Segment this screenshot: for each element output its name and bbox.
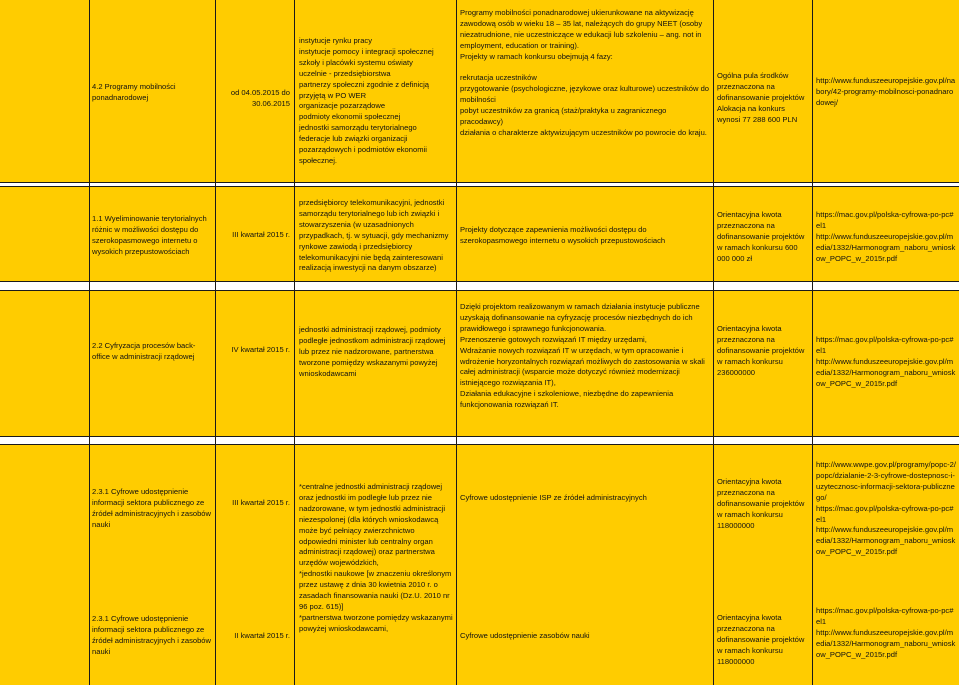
info-link[interactable]: http://www.wwpe.gov.pl/programy/popc-2/popc/dzialanie-2-3-cyfrowe-dostepnosc-i-uzytecznosc-informacji-sektora-publicznego/ https://mac.gov.pl/polska-cyfrowa-po-pc#el1 http://www.funduszeeuropejskie.gov.pl/media/1332/Harmonogram_naboru_wnioskow_POPC_w_2015r.pdf xyxy=(816,460,956,557)
eligible-applicants: *centralne jednostki administracji rządowej oraz jednostki im podległe lub przez nie nadzorowane, w tym jednostki administracji niezespolonej (dla których wnioskodawcą może być pełniący zwierzchnictwo odpowiedni minister lub centralny organ administracji rządowej) oraz partnerstwa urzędów wojewódzkich, *jednostki naukowe [w znaczeniu określonym przez ustawę z dnia 30 kwietnia 2010 r. o zasadach finansowania nauki (Dz.U. 2010 nr 96 poz. 615)] *partnerstwa tworzone pomiędzy wskazanymi powyżej wnioskodawcami, xyxy=(299,482,453,633)
funding-amount: Orientacyjna kwota przeznaczona na dofinansowanie projektów w ramach konkursu 118000000 xyxy=(717,477,805,530)
col-divider xyxy=(812,0,813,685)
row-divider xyxy=(0,186,959,187)
info-link[interactable]: https://mac.gov.pl/polska-cyfrowa-po-pc#el1 http://www.funduszeeuropejskie.gov.pl/media/1332/Harmonogram_naboru_wnioskow_POPC_w_2015r.pdf xyxy=(816,210,956,263)
row-divider xyxy=(0,290,959,291)
project-description: Cyfrowe udostępnienie ISP ze źródeł administracyjnych xyxy=(460,493,647,502)
funding-amount: Orientacyjna kwota przeznaczona na dofinansowanie projektów w ramach konkursu 600 000 000 zł xyxy=(717,210,805,263)
call-dates: od 04.05.2015 do 30.06.2015 xyxy=(230,88,290,108)
call-dates: IV kwartał 2015 r. xyxy=(231,345,290,354)
row-divider xyxy=(0,281,959,282)
info-link[interactable]: http://www.funduszeeuropejskie.gov.pl/nabory/42-programy-mobilnosci-ponadnarodowej/ xyxy=(816,76,956,107)
eligible-applicants: przedsiębiorcy telekomunikacyjni, jednostki samorządu terytorialnego lub ich związki i stowarzyszenia (w uzasadnionych przypadkach, tj. w sytuacji, gdy mechanizmy rynkowe zawiodą i przedsiębiorcy telekomunikacyjni nie będą zainteresowani realizacją inwestycji na danym obszarze) xyxy=(299,198,449,273)
col-divider xyxy=(215,0,216,685)
call-dates: III kwartał 2015 r. xyxy=(232,498,290,507)
col-divider xyxy=(456,0,457,685)
project-description: Programy mobilności ponadnarodowej ukierunkowane na aktywizację zawodową osób w wieku 18 – 35 lat, należących do grupy NEET (osoby niezatrudnione, nie uczestniczące w edukacji lub szkoleniu – ang. not in employment, education or training). Projekty w ramach konkursu obejmują 4 fazy: rekrutacja uczestników przygotowanie (psychologiczne, językowe oraz kulturowe) uczestników do mobilności pobyt uczestników za granicą (staż/praktyka u zagranicznego pracodawcy) działania o charakterze aktywizującym uczestników po powrocie do kraju. xyxy=(460,8,710,137)
eligible-applicants: jednostki administracji rządowej, podmioty podległe jednostkom administracji rządowej lub przez nie nadzorowane, partnerstwa tworzone pomiędzy wskazanymi powyżej wnioskodawcami xyxy=(299,325,446,378)
col-divider xyxy=(294,0,295,685)
program-name: 1.1 Wyeliminowanie terytorialnych różnic w możliwości dostępu do szerokopasmowego internetu o wysokich przepustowościach xyxy=(92,214,207,256)
eligible-applicants: instytucje rynku pracy instytucje pomocy i integracji społecznej szkoły i placówki systemu oświaty uczelnie - przedsiębiorstwa partnerzy społeczni zgodnie z definicją przyjętą w PO WER organizacje pozarządowe podmioty ekonomii społecznej jednostki samorządu terytorialnego federacje lub związki organizacji pozarządowych i podmiotów ekonomii społecznej. xyxy=(299,36,434,165)
program-name: 2.2 Cyfryzacja procesów back-office w administracji rządowej xyxy=(92,341,196,361)
call-dates: II kwartał 2015 r. xyxy=(234,631,290,640)
funding-amount: Orientacyjna kwota przeznaczona na dofinansowanie projektów w ramach konkursu 236000000 xyxy=(717,324,805,377)
call-dates: III kwartał 2015 r. xyxy=(232,230,290,239)
row-divider xyxy=(0,182,959,183)
program-name: 4.2 Programy mobilności ponadnarodowej xyxy=(92,82,176,102)
row-divider xyxy=(0,436,959,437)
col-divider xyxy=(89,0,90,685)
project-description: Dzięki projektom realizowanym w ramach działania instytucje publiczne uzyskają dofinansowanie na cyfryzację procesów niezbędnych do ich prawidłowego i sprawnego funkcjonowania. Przenoszenie gotowych rozwiązań IT między urzędami, Wdrażanie nowych rozwiązań IT w urzędach, w tym opracowanie i wdrożenie horyzontalnych rozwiązań możliwych do zastosowania w skali całej administracji (wsparcie może dotyczyć również modernizacji istniejącego rozwiązania IT), Działania edukacyjne i szkoleniowe, niezbędne do zapewnienia funkcjonowania rozwiązań IT. xyxy=(460,302,705,410)
row-divider xyxy=(0,444,959,445)
program-name: 2.3.1 Cyfrowe udostępnienie informacji sektora publicznego ze źródeł administracyjnych i zasobów nauki xyxy=(92,614,212,656)
program-name: 2.3.1 Cyfrowe udostępnienie informacji sektora publicznego ze źródeł administracyjnych i zasobów nauki xyxy=(92,487,212,529)
info-link[interactable]: https://mac.gov.pl/polska-cyfrowa-po-pc#el1 http://www.funduszeeuropejskie.gov.pl/media/1332/Harmonogram_naboru_wnioskow_POPC_w_2015r.pdf xyxy=(816,335,956,388)
project-description: Cyfrowe udostępnienie zasobów nauki xyxy=(460,631,590,640)
col-divider xyxy=(713,0,714,685)
funding-amount: Ogólna pula środków przeznaczona na dofinansowanie projektów Alokacja na konkurs wynosi 77 288 600 PLN xyxy=(717,71,805,124)
project-description: Projekty dotyczące zapewnienia możliwości dostępu do szerokopasmowego internetu o wysokich przepustowościach xyxy=(460,225,666,245)
funding-amount: Orientacyjna kwota przeznaczona na dofinansowanie projektów w ramach konkursu 118000000 xyxy=(717,613,805,666)
info-link[interactable]: https://mac.gov.pl/polska-cyfrowa-po-pc#el1 http://www.funduszeeuropejskie.gov.pl/media/1332/Harmonogram_naboru_wnioskow_POPC_w_2015r.pdf xyxy=(816,606,956,659)
